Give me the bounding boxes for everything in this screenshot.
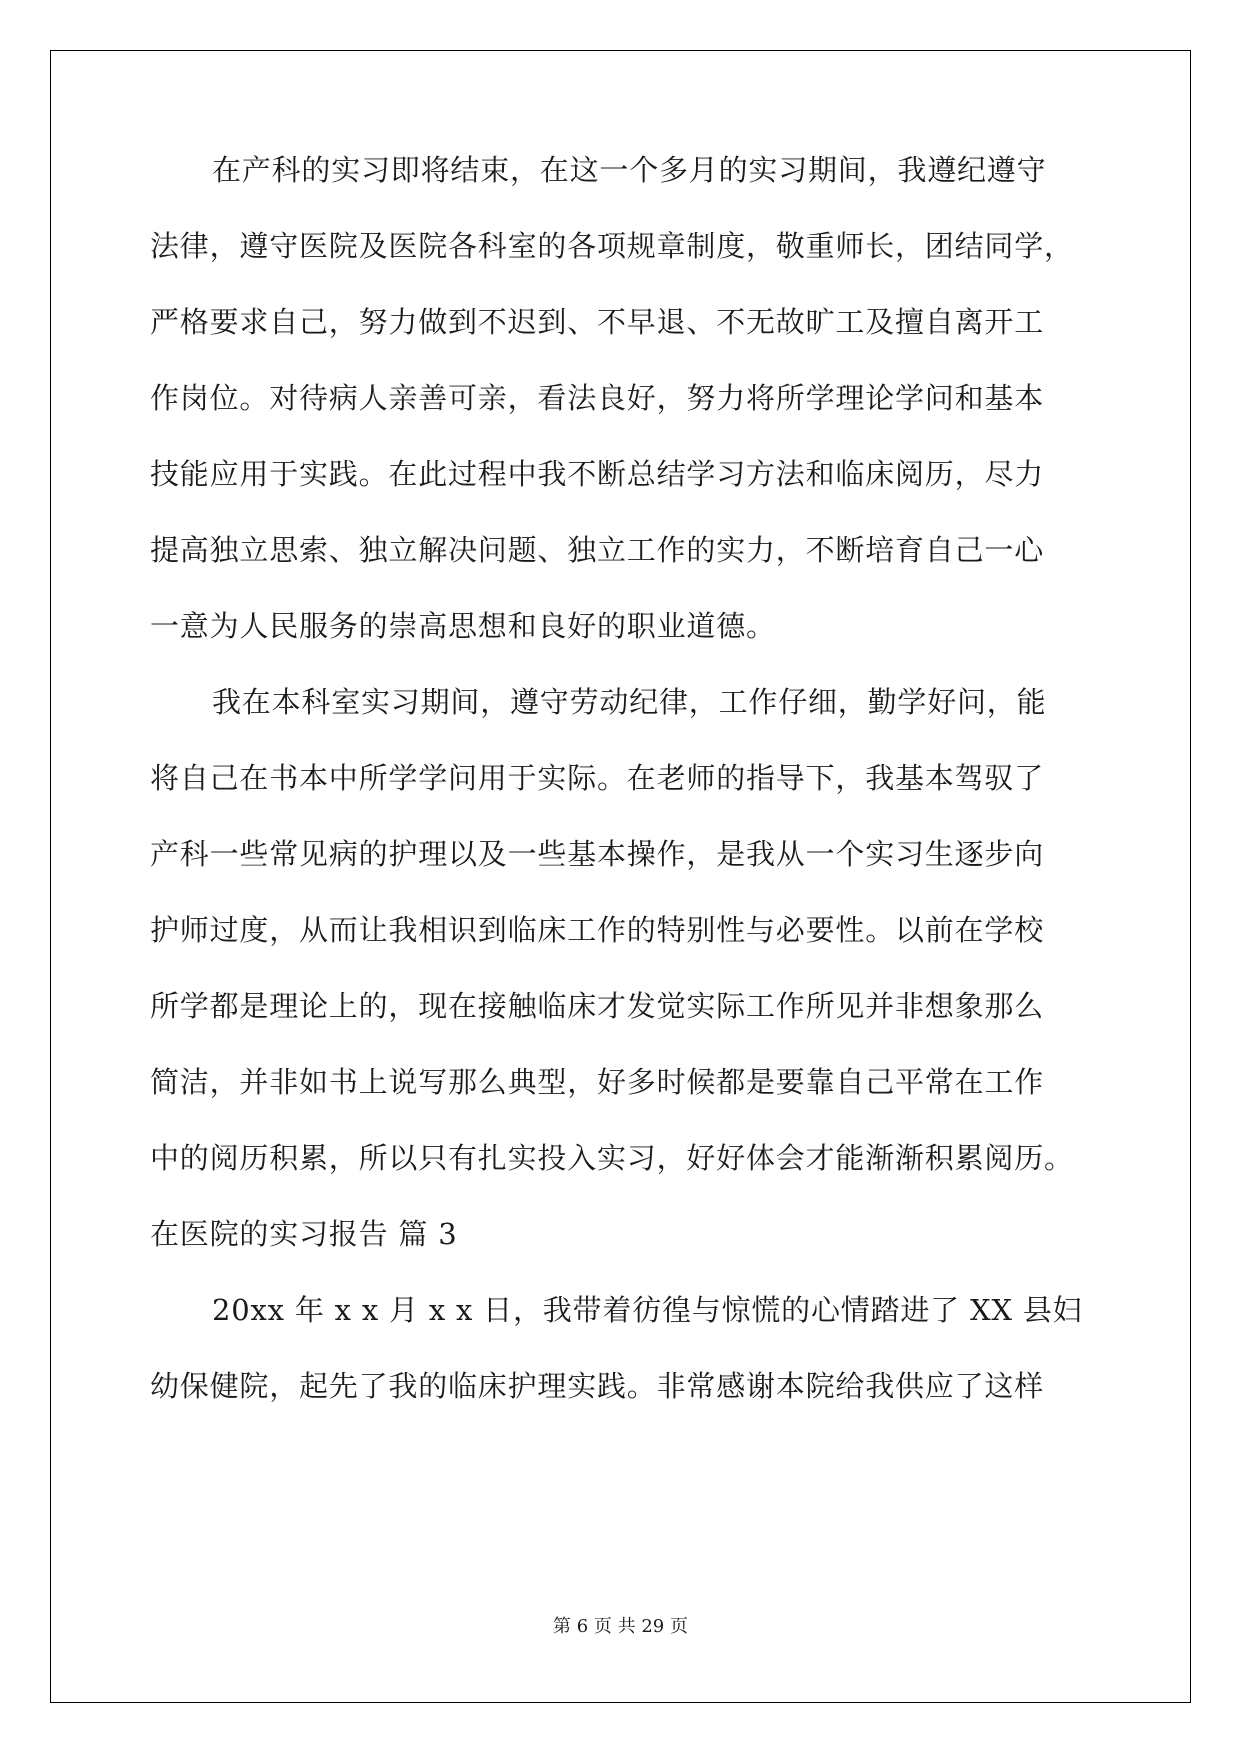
paragraph-2-line-4: 护师过度，从而让我相识到临床工作的特别性与必要性。以前在学校	[150, 913, 1045, 947]
paragraph-1-line-2: 法律，遵守医院及医院各科室的各项规章制度，敬重师长，团结同学，	[150, 229, 1074, 263]
page-number-footer: 第 6 页 共 29 页	[553, 1616, 688, 1637]
paragraph-1-line-3: 严格要求自己，努力做到不迟到、不早退、不无故旷工及擅自离开工	[150, 305, 1045, 339]
paragraph-2-line-3: 产科一些常见病的护理以及一些基本操作，是我从一个实习生逐步向	[150, 837, 1045, 871]
paragraph-2-line-2: 将自己在书本中所学学问用于实际。在老师的指导下，我基本驾驭了	[150, 761, 1045, 795]
page-border	[50, 50, 1191, 1703]
paragraph-2-line-6: 简洁，并非如书上说写那么典型，好多时候都是要靠自己平常在工作	[150, 1065, 1045, 1099]
paragraph-1-line-6: 提高独立思索、独立解决问题、独立工作的实力，不断培育自己一心	[150, 533, 1045, 567]
paragraph-1-line-7: 一意为人民服务的崇高思想和良好的职业道德。	[150, 609, 776, 643]
paragraph-1-line-4: 作岗位。对待病人亲善可亲，看法良好，努力将所学理论学问和基本	[150, 381, 1045, 415]
paragraph-2-line-5: 所学都是理论上的，现在接触临床才发觉实际工作所见并非想象那么	[150, 989, 1045, 1023]
section-heading: 在医院的实习报告 篇 3	[150, 1217, 458, 1251]
paragraph-1-line-5: 技能应用于实践。在此过程中我不断总结学习方法和临床阅历，尽力	[150, 457, 1045, 491]
paragraph-3-line-2: 幼保健院，起先了我的临床护理实践。非常感谢本院给我供应了这样	[150, 1369, 1045, 1403]
paragraph-2-line-1: 我在本科室实习期间，遵守劳动纪律，工作仔细，勤学好问，能	[212, 685, 1047, 719]
paragraph-2-line-7: 中的阅历积累，所以只有扎实投入实习，好好体会才能渐渐积累阅历。	[150, 1141, 1074, 1175]
paragraph-3-line-1: 20xx 年 x x 月 x x 日，我带着彷徨与惊慌的心情踏进了 XX 县妇	[212, 1293, 1083, 1327]
paragraph-1-line-1: 在产科的实习即将结束，在这一个多月的实习期间，我遵纪遵守	[212, 153, 1047, 187]
